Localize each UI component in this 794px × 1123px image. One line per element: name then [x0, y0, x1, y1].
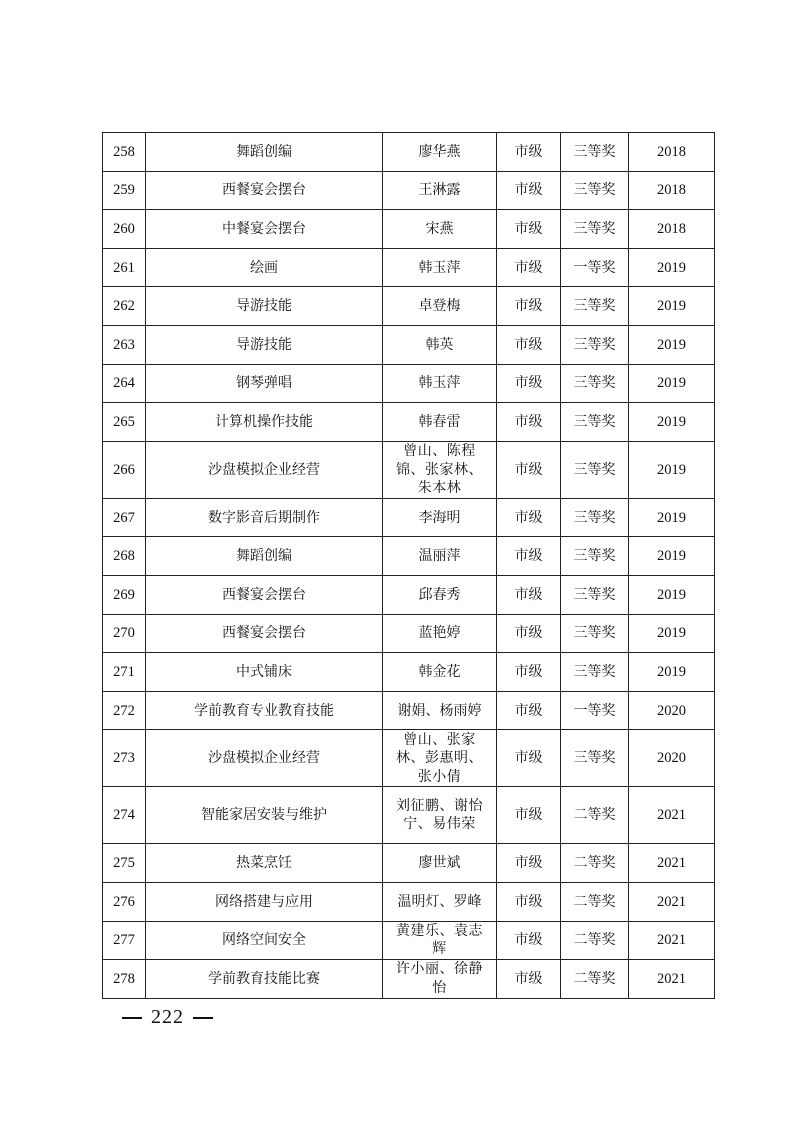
event-name: 数字影音后期制作	[146, 498, 383, 537]
row-number: 265	[103, 403, 146, 442]
winner-names: 曾山、张家林、彭惠明、张小倩	[383, 730, 497, 787]
event-name: 计算机操作技能	[146, 403, 383, 442]
award-level: 市级	[497, 730, 561, 787]
row-number: 278	[103, 960, 146, 999]
table-row	[103, 653, 715, 692]
award-level: 市级	[497, 575, 561, 614]
award-prize: 三等奖	[561, 325, 629, 364]
award-year: 2019	[629, 614, 715, 653]
award-year: 2021	[629, 882, 715, 921]
winner-names: 蓝艳婷	[383, 614, 497, 653]
winner-names: 韩玉萍	[383, 364, 497, 403]
award-level: 市级	[497, 882, 561, 921]
row-number: 258	[103, 133, 146, 172]
award-level: 市级	[497, 614, 561, 653]
winner-names: 宋燕	[383, 210, 497, 249]
award-year: 2019	[629, 498, 715, 537]
award-prize: 三等奖	[561, 287, 629, 326]
table-row	[103, 537, 715, 576]
event-name: 热菜烹饪	[146, 844, 383, 883]
award-prize: 二等奖	[561, 787, 629, 844]
table-row	[103, 171, 715, 210]
page-footer	[122, 1006, 213, 1029]
row-number: 259	[103, 171, 146, 210]
award-level: 市级	[497, 537, 561, 576]
award-year: 2018	[629, 210, 715, 249]
award-year: 2019	[629, 653, 715, 692]
winner-names: 廖华燕	[383, 133, 497, 172]
table-row	[103, 614, 715, 653]
award-level: 市级	[497, 844, 561, 883]
table-body	[103, 133, 715, 999]
award-level: 市级	[497, 133, 561, 172]
award-year: 2020	[629, 730, 715, 787]
row-number: 267	[103, 498, 146, 537]
award-level: 市级	[497, 248, 561, 287]
table-row	[103, 730, 715, 787]
event-name: 沙盘模拟企业经营	[146, 441, 383, 498]
award-prize: 二等奖	[561, 921, 629, 960]
winner-names: 许小丽、徐静怡	[383, 960, 497, 999]
table-row	[103, 921, 715, 960]
row-number: 270	[103, 614, 146, 653]
award-year: 2018	[629, 133, 715, 172]
event-name: 沙盘模拟企业经营	[146, 730, 383, 787]
winner-names: 谢娟、杨雨婷	[383, 691, 497, 730]
winner-names: 温丽萍	[383, 537, 497, 576]
event-name: 舞蹈创编	[146, 133, 383, 172]
award-year: 2019	[629, 248, 715, 287]
award-prize: 三等奖	[561, 210, 629, 249]
event-name: 网络空间安全	[146, 921, 383, 960]
award-year: 2019	[629, 403, 715, 442]
award-prize: 三等奖	[561, 614, 629, 653]
event-name: 智能家居安装与维护	[146, 787, 383, 844]
event-name: 西餐宴会摆台	[146, 614, 383, 653]
award-level: 市级	[497, 287, 561, 326]
table-row	[103, 287, 715, 326]
table-row	[103, 441, 715, 498]
award-year: 2021	[629, 960, 715, 999]
award-year: 2021	[629, 787, 715, 844]
table-row	[103, 882, 715, 921]
award-level: 市级	[497, 171, 561, 210]
table-row	[103, 248, 715, 287]
row-number: 269	[103, 575, 146, 614]
row-number: 274	[103, 787, 146, 844]
row-number: 262	[103, 287, 146, 326]
row-number: 276	[103, 882, 146, 921]
award-prize: 二等奖	[561, 882, 629, 921]
table-row	[103, 787, 715, 844]
award-prize: 二等奖	[561, 844, 629, 883]
award-prize: 三等奖	[561, 730, 629, 787]
award-level: 市级	[497, 325, 561, 364]
award-year: 2019	[629, 287, 715, 326]
row-number: 268	[103, 537, 146, 576]
table-row	[103, 960, 715, 999]
award-table	[102, 132, 715, 999]
award-level: 市级	[497, 691, 561, 730]
award-prize: 三等奖	[561, 653, 629, 692]
table-row	[103, 325, 715, 364]
award-level: 市级	[497, 960, 561, 999]
event-name: 学前教育技能比赛	[146, 960, 383, 999]
event-name: 钢琴弹唱	[146, 364, 383, 403]
table-row	[103, 844, 715, 883]
event-name: 中餐宴会摆台	[146, 210, 383, 249]
award-level: 市级	[497, 210, 561, 249]
winner-names: 邱春秀	[383, 575, 497, 614]
award-prize: 三等奖	[561, 364, 629, 403]
winner-names: 韩春雷	[383, 403, 497, 442]
row-number: 263	[103, 325, 146, 364]
award-year: 2019	[629, 364, 715, 403]
event-name: 导游技能	[146, 325, 383, 364]
award-level: 市级	[497, 653, 561, 692]
row-number: 266	[103, 441, 146, 498]
winner-names: 廖世斌	[383, 844, 497, 883]
award-year: 2021	[629, 844, 715, 883]
left-dash	[122, 1017, 142, 1019]
award-year: 2019	[629, 441, 715, 498]
winner-names: 卓登梅	[383, 287, 497, 326]
row-number: 272	[103, 691, 146, 730]
winner-names: 韩金花	[383, 653, 497, 692]
award-level: 市级	[497, 441, 561, 498]
winner-names: 韩英	[383, 325, 497, 364]
winner-names: 王淋露	[383, 171, 497, 210]
award-year: 2019	[629, 537, 715, 576]
right-dash	[193, 1017, 213, 1019]
award-prize: 三等奖	[561, 133, 629, 172]
award-year: 2020	[629, 691, 715, 730]
award-level: 市级	[497, 921, 561, 960]
winner-names: 曾山、陈程锦、张家林、朱本林	[383, 441, 497, 498]
table-row	[103, 133, 715, 172]
row-number: 260	[103, 210, 146, 249]
event-name: 西餐宴会摆台	[146, 171, 383, 210]
award-level: 市级	[497, 403, 561, 442]
table-row	[103, 575, 715, 614]
row-number: 264	[103, 364, 146, 403]
award-prize: 三等奖	[561, 537, 629, 576]
award-year: 2019	[629, 575, 715, 614]
award-prize: 三等奖	[561, 171, 629, 210]
row-number: 271	[103, 653, 146, 692]
award-year: 2019	[629, 325, 715, 364]
award-level: 市级	[497, 498, 561, 537]
event-name: 西餐宴会摆台	[146, 575, 383, 614]
winner-names: 黄建乐、袁志辉	[383, 921, 497, 960]
award-prize: 一等奖	[561, 248, 629, 287]
table-row	[103, 364, 715, 403]
event-name: 绘画	[146, 248, 383, 287]
page-number: 222	[151, 1006, 184, 1028]
award-prize: 一等奖	[561, 691, 629, 730]
row-number: 261	[103, 248, 146, 287]
table-row	[103, 210, 715, 249]
award-year: 2021	[629, 921, 715, 960]
award-year: 2018	[629, 171, 715, 210]
winner-names: 李海明	[383, 498, 497, 537]
award-prize: 三等奖	[561, 403, 629, 442]
event-name: 学前教育专业教育技能	[146, 691, 383, 730]
row-number: 275	[103, 844, 146, 883]
award-prize: 二等奖	[561, 960, 629, 999]
winner-names: 刘征鹏、谢怡宁、易伟荣	[383, 787, 497, 844]
winner-names: 韩玉萍	[383, 248, 497, 287]
row-number: 273	[103, 730, 146, 787]
event-name: 中式铺床	[146, 653, 383, 692]
winner-names: 温明灯、罗峰	[383, 882, 497, 921]
row-number: 277	[103, 921, 146, 960]
table-row	[103, 691, 715, 730]
event-name: 舞蹈创编	[146, 537, 383, 576]
award-level: 市级	[497, 364, 561, 403]
table-row	[103, 498, 715, 537]
event-name: 导游技能	[146, 287, 383, 326]
award-prize: 三等奖	[561, 441, 629, 498]
table-row	[103, 403, 715, 442]
event-name: 网络搭建与应用	[146, 882, 383, 921]
award-prize: 三等奖	[561, 498, 629, 537]
award-prize: 三等奖	[561, 575, 629, 614]
award-level: 市级	[497, 787, 561, 844]
